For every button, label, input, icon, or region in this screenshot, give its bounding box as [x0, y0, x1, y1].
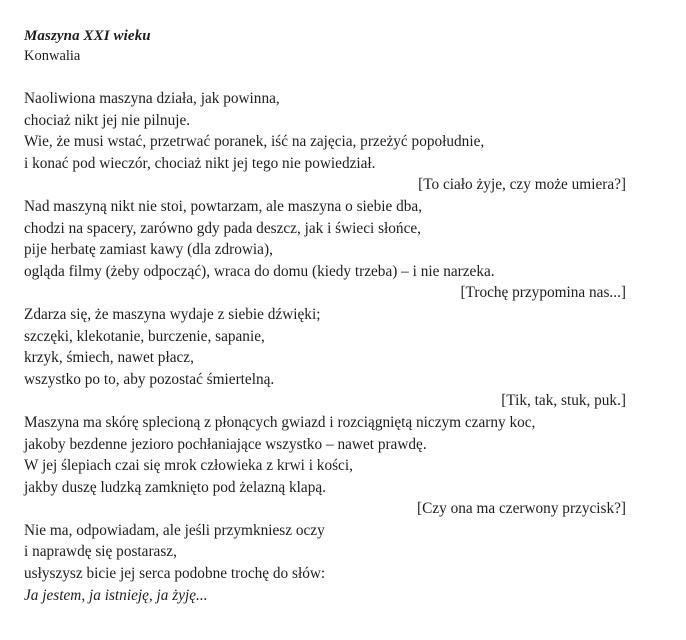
poem-line: usłyszysz bicie jej serca podobne trochę do słów:	[24, 565, 326, 583]
poem-aside-line: [Czy ona ma czerwony przycisk?]	[417, 500, 626, 518]
poem-line: Naoliwiona maszyna działa, jak powinna,	[24, 90, 280, 107]
poem-line: Wie, że musi wstać, przetrwać poranek, iść na zajęcia, przeżyć popołudnie,	[24, 133, 485, 151]
poem-line: Nad maszyną nikt nie stoi, powtarzam, ale maszyna o siebie dba,	[24, 197, 423, 215]
poem-line: chociaż nikt jej nie pilnuje.	[24, 111, 191, 129]
poem-line: krzyk, śmiech, nawet płacz,	[24, 349, 194, 367]
poem-line: Nie ma, odpowiadam, ale jeśli przymkniesz oczy	[24, 521, 325, 539]
poem-line: i naprawdę się postarasz,	[24, 543, 177, 561]
poem-line: Ja jestem, ja istnieję, ja żyję...	[24, 586, 208, 604]
poem-body	[24, 88, 626, 606]
poem-line: Maszyna ma skórę splecioną z płonących gwiazd i rozciągniętą niczym czarny koc,	[24, 413, 536, 431]
poem-aside-line: [Trochę przypomina nas...]	[460, 284, 626, 302]
poem-line: jakoby bezdenne jezioro pochłaniające wszystko – nawet prawdę.	[24, 435, 427, 453]
poem-author: Konwalia	[24, 48, 81, 64]
poem-aside-line: [To ciało żyje, czy może umiera?]	[418, 176, 626, 194]
poem-line: jakby duszę ludzką zamknięto pod żelazną klapą.	[24, 478, 326, 496]
poem-line: ogląda filmy (żeby odpocząć), wraca do domu (kiedy trzeba) – i nie narzeka.	[24, 262, 495, 280]
poem-line: W jej ślepiach czai się mrok człowieka z krwi i kości,	[24, 457, 353, 475]
poem-aside-line: [Tik, tak, stuk, puk.]	[501, 392, 626, 410]
poem-line: wszystko po to, aby pozostać śmiertelną.	[24, 370, 275, 388]
poem-line: Zdarza się, że maszyna wydaje z siebie dźwięki;	[24, 305, 321, 323]
poem-line: pije herbatę zamiast kawy (dla zdrowia),	[24, 241, 273, 259]
poem-title: Maszyna XXI wieku	[24, 28, 151, 44]
poem-line: chodzi na spacery, zarówno gdy pada deszcz, jak i świeci słońce,	[24, 219, 421, 237]
poem-line: szczęki, klekotanie, burczenie, sapanie,	[24, 327, 265, 345]
poem-line: i konać pod wieczór, chociaż nikt jej tego nie powiedział.	[24, 154, 376, 172]
